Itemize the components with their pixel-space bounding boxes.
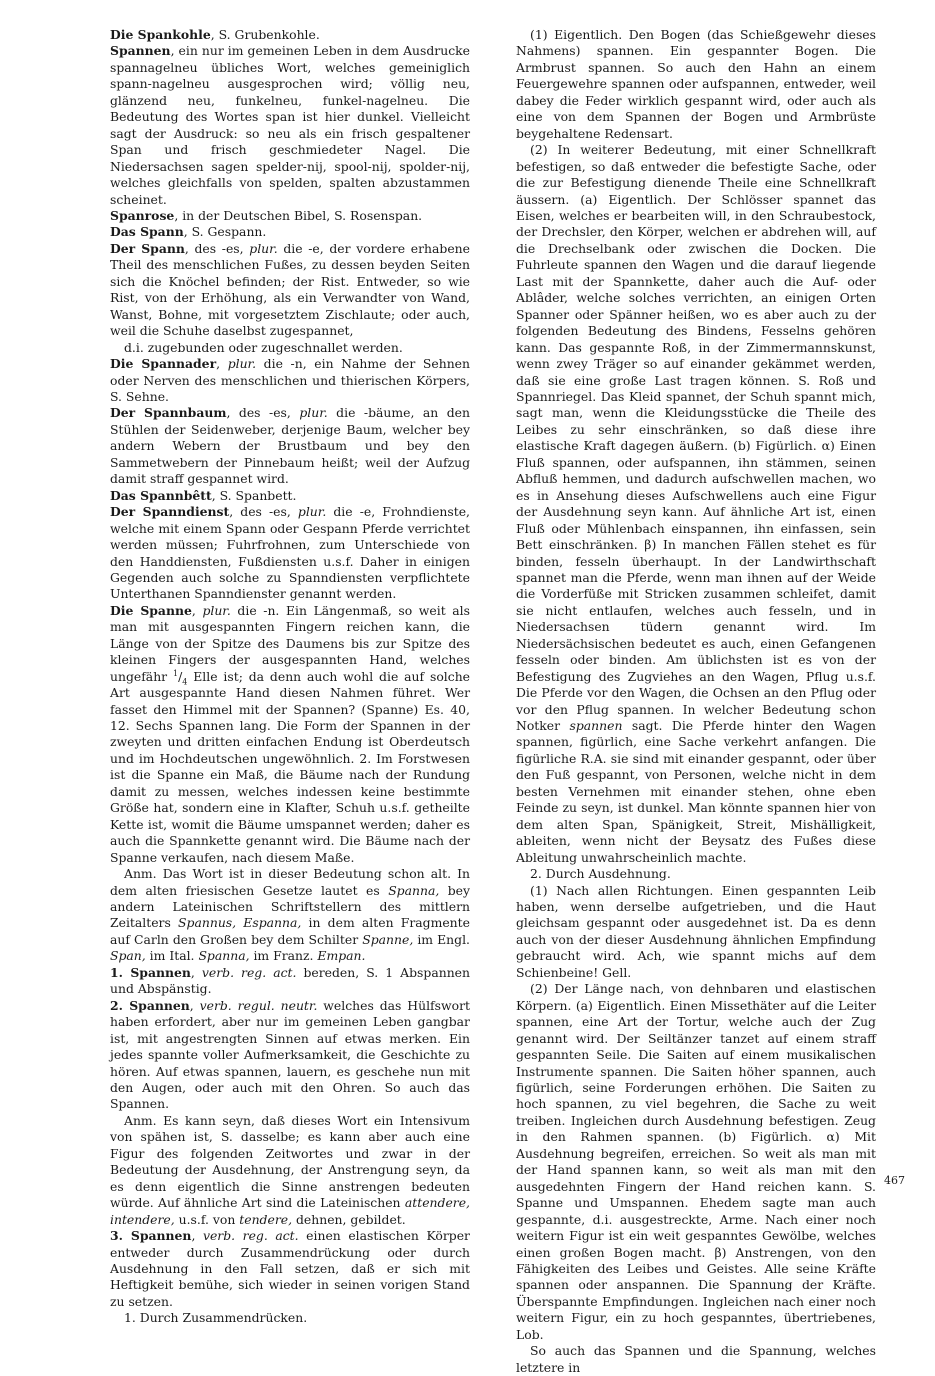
entry-paragraph — [110, 405, 470, 487]
headword: Der Spanndienst — [110, 504, 230, 520]
headword: Die Spankohle — [110, 27, 211, 42]
headword: Der Spannbaum — [110, 405, 227, 421]
text-run: einen elastischen Körper entweder durch Zusammendrückung oder durch Ausdehnung in den Fall setzen, daß er sich mit Heftigkeit bemühe, sich wieder in seinen vorigen Stand zu setzen. — [110, 1228, 470, 1309]
entry-paragraph — [110, 241, 470, 340]
text-run: , des -es, — [184, 240, 250, 256]
headword: Die Spannader — [110, 356, 217, 372]
entry-paragraph — [110, 504, 470, 603]
text-run: 2. Durch Ausdehnung. — [530, 866, 671, 882]
italic-text: tendere, — [239, 1211, 293, 1227]
entry-paragraph — [110, 224, 470, 240]
text-run: die -e, der vordere erhabene Theil des menschlichen Fußes, zu dessen beyden Seiten sich die Knöchel befinden; der Rist. Entweder, so wie Rist, von der Erhöhung, als ein Verwandter von Wand, Wanst, Bohne, mit vorgesetztem Zischlaute; oder auch, weil die Schuhe daselbst zugespannet, — [110, 240, 470, 339]
headword: Die Spanne — [110, 602, 192, 618]
italic-text: verb. regul. neutr. — [199, 997, 318, 1013]
entry-paragraph — [110, 27, 470, 43]
italic-text: Spanne, — [362, 931, 414, 947]
headword: Spanrose — [110, 207, 175, 223]
italic-text: Empan. — [317, 948, 366, 964]
entry-paragraph — [516, 27, 876, 142]
entry-paragraph — [110, 1113, 470, 1228]
text-run: , — [216, 356, 228, 372]
text-run: die -e, Frohndienste, welche mit einem Spann oder Gespann Pferde verrichtet werden müssen; Fuhrfrohnen, zum Unterschiede von den Handdiensten, Fußdiensten u.s.f. Daher in einigen Gegenden auch solche zu Spanndiensten verpflichtete Unterthanen Spanndienster genannt werden. — [110, 504, 470, 602]
text-run: , — [191, 602, 203, 618]
text-run: 1. Durch Zusammendrücken. — [124, 1310, 308, 1326]
right-column — [516, 27, 876, 1376]
text-run: u.s.f. von — [174, 1211, 240, 1227]
text-run: welches das Hülfswort haben erfordert, aber nur im gemeinen Leben gangbar ist, mit angestrengten Sinnen auf etwas merken. Ein jedes spannte voller Aufmerksamkeit, die Geschichte zu hören. Auf etwas spannen, lauern, es geschehe nun mit den Augen, oder auch mit den Ohren. So auch das Spannen. — [110, 997, 470, 1112]
text-run: , ein nur im gemeinen Leben in dem Ausdrucke spannagelneu übliches Wort, welches gemeiniglich spann-nagelneu ausgesprochen wird; völlig neu, glänzend neu, funkelneu, funkel-nagelneu. Die Bedeutung des Wortes span ist hier dunkel. Vielleicht sagt der Ausdruck: so neu als ein frisch gespaltener Span und frisch geschmiedeter Nagel. Die Niedersachsen sagen spelder-nij, spool-nij, spolder-nij, welches gleichfalls von spelden, spalten abzustammen scheinet. — [110, 43, 470, 207]
text-run: (2) Der Länge nach, von dehnbaren und elastischen Körpern. (a) Eigentlich. Einen Missethäter auf die Leiter spannen, eine Art der Tortur, welche auch der Zug genannt wird. Der Seiltänzer tanzet auf einem straff gespannten Seile. Die Saiten auf einem musikalischen Instrumente spannen. Die Saiten höher spannen, auch figürlich, seine Forderungen erhöhen. Die Saiten zu hoch spannen, zu viel begehren, die Sache zu weit treiben. Ingleichen durch Ausdehnung befestigen. Zeug in den Rahmen spannen. (b) Figürlich. α) Mit Ausdehnung begreifen, erreichen. So weit als man mit der Hand spannen kann, so weit als man mit den ausgedehnten Fingern der Hand reichen kann. S. Spanne und Umspannen. Ehedem sagte man auch gespannte, d.i. ausgestreckte, Arme. Nach einer noch weitern Figur ist ein weit gespanntes Gewölbe, welches einen großen Bogen macht. β) Anstrengen, von den Fähigkeiten des Leibes und Geistes. Alle seine Kräfte spannen oder anspannen. Die Spannung der Kräfte. Überspannte Empfindungen. Ingleichen nach einer noch weitern Figur, ein zu hoch gespanntes, übertriebenes, Lob. — [516, 981, 876, 1342]
text-run: , S. Gespann. — [183, 224, 267, 240]
text-run: 1 — [172, 668, 179, 678]
page-number: 467 — [884, 1174, 905, 1187]
headword: Das Spannbêtt — [110, 487, 212, 503]
entry-paragraph — [110, 866, 470, 965]
entry-paragraph — [516, 981, 876, 1343]
text-run: die -n. Ein Längenmaß, so weit als man mit ausgespannten Fingern reichen kann, die Länge von der Spitze des Daumens bis zur Spitze des kleinen Fingers der ausgespannten Hand, welches ungefähr — [110, 602, 470, 684]
text-run: (1) Nach allen Richtungen. Einen gespannten Leib haben, wenn derselbe aufgetrieben, und die Haut gleichsam gespannt oder ausgedehnet ist. Da es denn auch von der dieser Ausdehnung ähnlichen Empfindung gebraucht wird. Ach, wie spannt michs auf dem Schienbeine! Gell. — [516, 882, 876, 980]
headword: Das Spann — [110, 224, 184, 240]
entry-paragraph — [110, 1310, 470, 1326]
entry-paragraph — [110, 998, 470, 1113]
text-run: (2) In weiterer Bedeutung, mit einer Schnellkraft befestigen, so daß entweder die befestigte Sache, oder die zur Befestigung dienende Theile eine Schnellkraft äussern. (a) Eigentlich. Der Schlösser spannet das Eisen, welches er bearbeiten will, in den Schraubestock, der Drechsler, den Körper, welchen er abdrehen will, auf die Drechselbank oder zwischen die Docken. Die Fuhrleute spannen den Wagen und die darauf liegende Last mit der Spannkette, daher auch die Auf- oder Ablâder, welche solches verrichten, an einigen Orten Spanner oder Spänner heißen, wo es aber auch zu der folgenden Bedeutung des Bindens, Fesselns gehören kann. Das gespannte Roß, in der Zimmermannskunst, wenn zwey Träger so auf einander gekämmet werden, daß sie eine große Last tragen können. S. Roß und Spannriegel. Das Kleid spannet, der Schuh spannt mich, sagt man, wenn die Kleidungsstücke die Theile des Leibes zu sehr einschränken, so daß diese ihre elastische Kraft dagegen äußern. (b) Figürlich. α) Einen Fluß spannen, oder aufspannen, ihn stämmen, seinen Abfluß hemmen, und dadurch aufschwellen machen, wo es in Ansehung dieses Aufschwellens auch eine Figur der Ausdehnung seyn kann. Auf ähnliche Art ist, einen Fluß oder Mühlenbach einspannen, ihn einfassen, sein Bett einschränken. β) In manchen Fällen stehet es für binden, fesseln überhaupt. In der Landwirthschaft spannet man die Pferde, wenn man ihnen auf der Weide die Vorderfüße mit Stricken zusammen schleifet, damit sie nicht entlaufen, welches auch fesseln, und in Niedersachsen tüdern genannt wird. Im Niedersächsischen bedeutet es auch, einen Gefangenen fesseln oder binden. Am üblichsten ist es von der Befestigung des Zugviehes an den Wagen, Pflug u.s.f. Die Pferde vor den Wagen, die Ochsen an den Pflug oder vor den Pflug spannen. In welcher Bedeutung schon Notker — [516, 142, 876, 734]
text-run: dehnen, gebildet. — [292, 1211, 406, 1227]
text-run: die -bäume, an den Stühlen der Seidenweber, derjenige Baum, welcher bey andern Webern der Brustbaum und bey den Sammetwebern der Pinnebaum heißt; weil der Aufzug damit straff gespannet wird. — [110, 405, 470, 487]
entry-paragraph — [110, 43, 470, 208]
entry-paragraph — [110, 603, 470, 866]
text-run: / — [178, 668, 183, 684]
italic-text: spannen — [569, 718, 623, 734]
italic-text: plur. — [299, 405, 328, 421]
entry-paragraph — [110, 356, 470, 405]
text-run: d.i. zugebunden oder zugeschnallet werden. — [124, 339, 403, 355]
entry-paragraph — [516, 142, 876, 866]
italic-text: plur. — [249, 240, 278, 256]
text-run: Anm. Es kann seyn, daß dieses Wort ein Intensivum von spähen ist, S. dasselbe; es kann aber auch eine Figur des folgenden Zeitwortes und zwar in der Bedeutung der Ausdehnung, der Anstrengung seyn, da es denn eigentlich die Sinne anstrengen bedeuten würde. Auf ähnliche Art sind die Lateinischen — [110, 1112, 470, 1211]
text-run: 4 — [182, 677, 188, 687]
text-run: , des -es, — [226, 405, 300, 421]
italic-text: Spanna, — [388, 882, 440, 898]
text-run: , — [190, 964, 202, 980]
text-run: , — [191, 1228, 203, 1244]
entry-paragraph — [110, 488, 470, 504]
entry-paragraph — [516, 1343, 876, 1376]
text-run: , S. Grubenkohle. — [210, 27, 320, 42]
headword: 2. Spannen — [110, 997, 190, 1013]
headword: 1. Spannen — [110, 964, 191, 980]
text-run: im Engl. — [413, 931, 470, 947]
italic-text: Spanna, — [198, 948, 250, 964]
text-run: bey andern Lateinischen Schriftstellern des mittlern Zeitalters — [110, 882, 470, 931]
headword: Spannen — [110, 43, 171, 59]
text-run: , in der Deutschen Bibel, S. Rosenspan. — [174, 207, 423, 223]
text-run: in dem alten Fragmente auf Carln den Großen bey dem Schilter — [110, 915, 470, 947]
headword: 3. Spannen — [110, 1228, 192, 1244]
text-run: (1) Eigentlich. Den Bogen (das Schießgewehr dieses Nahmens) spannen. Ein gespannter Bogen. Die Armbrust spannen. So auch den Hahn an einem Feuergewehre spannen oder aufspannen, entweder, weil dabey die Feder wirklich gespannt wird, oder auch als eine von dem Spannen der Bogen und Armbrüste beygehaltene Redensart. — [516, 27, 876, 141]
italic-text: plur. — [297, 504, 327, 520]
entry-paragraph — [516, 883, 876, 982]
text-run: Elle ist; da denn auch wohl die auf solche Art ausgespannte Hand diesen Nahmen führet. Wer fasset den Himmel mit der Spannen? (Spanne) Es. 40, 12. Sechs Spannen lang. Die Form der Spannen in der zweyten und dritten einfachen Endung ist Oberdeutsch und im Hochdeutschen ungewöhnlich. 2. Im Forstwesen ist die Spanne ein Maß, die Bäume nach der Rundung damit zu messen, welches indessen keine bestimmte Größe hat, sondern eine in Klafter, Schuh u.s.f. getheilte Kette ist, womit die Bäume umspannet werden; daher es auch die Spannkette genannt wird. Die Bäume nach der Spanne verkaufen, nach diesem Maße. — [110, 668, 471, 865]
italic-text: Spannus, Espanna, — [178, 915, 302, 931]
italic-text: plur. — [202, 602, 231, 618]
entry-paragraph — [110, 340, 470, 356]
text-run: die -n, ein Nahme der Sehnen oder Nerven des menschlichen und thierischen Körpers, S. Sehne. — [110, 356, 470, 404]
text-run: Anm. Das Wort ist in dieser Bedeutung schon alt. In dem alten friesischen Gesetze lautet es — [110, 866, 470, 898]
text-run: , — [189, 997, 200, 1013]
entry-paragraph — [110, 1228, 470, 1310]
italic-text: verb. reg. act. — [202, 1228, 299, 1244]
text-run: So auch das Spannen und die Spannung, welches letztere in — [516, 1343, 876, 1375]
text-run: im Franz. — [249, 948, 318, 964]
italic-text: attendere, intendere, — [110, 1195, 470, 1227]
text-run: , des -es, — [229, 504, 298, 520]
italic-text: Span, — [110, 948, 146, 964]
text-run: bereden, S. 1 Abspannen und Abspänstig. — [110, 964, 470, 997]
entry-paragraph — [516, 866, 876, 882]
italic-text: plur. — [227, 356, 257, 372]
text-run: , S. Spanbett. — [211, 487, 297, 503]
entry-paragraph — [110, 965, 470, 998]
left-column — [110, 27, 470, 1327]
italic-text: verb. reg. act. — [201, 964, 297, 980]
headword: Der Spann — [110, 240, 185, 256]
entry-paragraph — [110, 208, 470, 224]
text-run: im Ital. — [145, 948, 199, 964]
text-run: sagt. Die Pferde hinter den Wagen spannen, figürlich, eine Sache verkehrt anfangen. Die figürliche R.A. sie sind mit einander gespannt, oder über den Fuß gespannt, von Personen, welche nicht in dem besten Vernehmen mit einander stehen, ohne eben Feinde zu seyn, ist dunkel. Man könnte spannen hier von dem alten Span, Spänigkeit, Streit, Mishälligkeit, ableiten, wenn nicht der Beysatz des Fußes diese Ableitung unwahrscheinlich machte. — [516, 718, 877, 865]
